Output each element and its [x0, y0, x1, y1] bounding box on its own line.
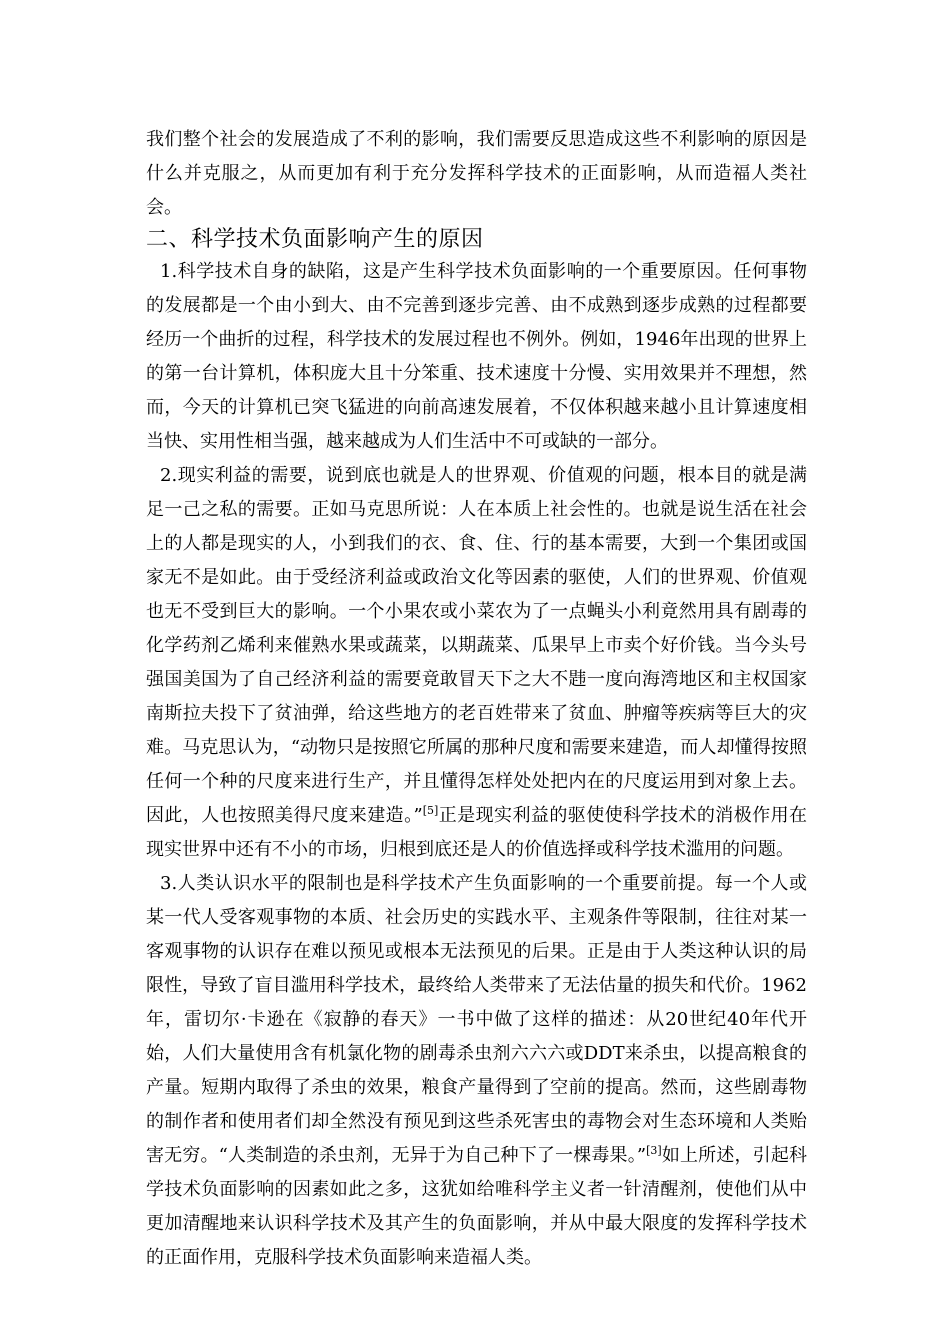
section-heading: 二、科学技术负面影响产生的原因: [146, 227, 484, 252]
citation-5: [5]: [422, 804, 439, 817]
citation-3: [3]: [646, 1144, 662, 1157]
paragraph-2: [146, 459, 807, 867]
paragraph-3-text: 3.人类认识水平的限制也是科学技术产生负面影响的一个重要前提。每一个人或某一代人受客观事物的本质、社会历史的实践水平、主观条件等限制，往往对某一客观事物的认识存在难以预见或根本无法预见的后果。正是由于人类这种认识的局限性，导致了盲目滥用科学技术，最终给人类带来了无法估量的损失和代价。1962年，雷切尔·卡逊在《寂静的春天》一书中做了这样的描述：从20世纪40年代开始，人们大量使用含有机氯化物的剧毒杀虫剂六六六或DDT来杀虫，以提高粮食的产量。短期内取得了杀虫的效果，粮食产量得到了空前的提高。然而，这些剧毒物的制作者和使用者们却全然没有预见到这些杀死害虫的毒物会对生态环境和人类贻害无穷。“人类制造的杀虫剂，无异于为自己种下了一棵毒果。”: [146, 873, 807, 1166]
paragraph-2-text-continued: 正是现实利益的驱使使科学技术的消极作用在现实世界中还有不小的市场，归根到底还是人的价值选择或科学技术滥用的问题。: [146, 805, 807, 860]
paragraph-3: [146, 867, 807, 1275]
paragraph-3-text-continued: 如上所述，引起科学技术负面影响的因素如此之多，这犹如给唯科学主义者一针清醒剂，使他们从中更加清醒地来认识科学技术及其产生的负面影响，并从中最大限度的发挥科学技术的正面作用，克服科学技术负面影响来造福人类。: [146, 1145, 808, 1268]
intro-paragraph: 我们整个社会的发展造成了不利的影响，我们需要反思造成这些不利影响的原因是什么并克服之，从而更加有利于充分发挥科学技术的正面影响，从而造福人类社会。: [146, 129, 807, 218]
paragraph-2-text: 2.现实利益的需要，说到底也就是人的世界观、价值观的问题，根本目的就是满足一己之私的需要。正如马克思所说：人在本质上社会性的。也就是说生活在社会上的人都是现实的人，小到我们的衣、食、住、行的基本需要，大到一个集团或国家无不是如此。由于受经济利益或政治文化等因素的驱使，人们的世界观、价值观也无不受到巨大的影响。一个小果农或小菜农为了一点蝇头小利竟然用具有剧毒的化学药剂乙烯利来催熟水果或蔬菜，以期蔬菜、瓜果早上市卖个好价钱。当今头号强国美国为了自己经济利益的需要竟敢冒天下之大不韪一度向海湾地区和主权国家南斯拉夫投下了贫油弹，给这些地方的老百姓带来了贫血、肿瘤等疾病等巨大的灾难。马克思认为，“动物只是按照它所属的那种尺度和需要来建造，而人却懂得按照任何一个种的尺度来进行生产，并且懂得怎样处处把内在的尺度运用到对象上去。因此，人也按照美得尺度来建造。”: [146, 465, 807, 826]
paragraph-1: 1.科学技术自身的缺陷，这是产生科学技术负面影响的一个重要原因。任何事物的发展都是一个由小到大、由不完善到逐步完善、由不成熟到逐步成熟的过程都要经历一个曲折的过程，科学技术的发展过程也不例外。例如，1946年出现的世界上的第一台计算机，体积庞大且十分笨重、技术速度十分慢、实用效果并不理想，然而，今天的计算机已突飞猛进的向前高速发展着，不仅体积越来越小且计算速度相当快、实用性相当强，越来越成为人们生活中不可或缺的一部分。: [146, 261, 807, 452]
